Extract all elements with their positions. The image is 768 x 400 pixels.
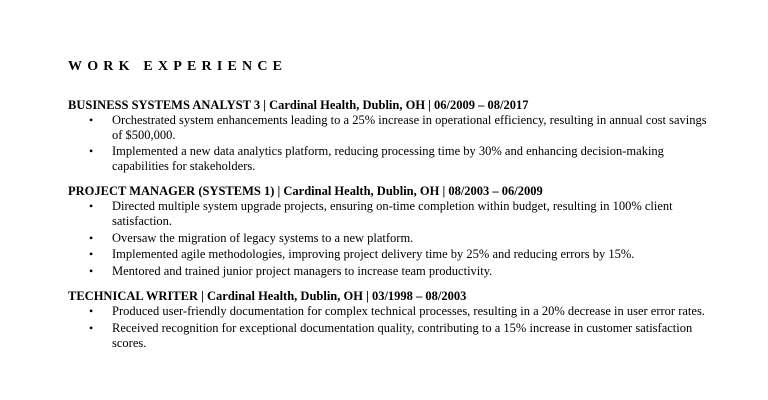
bullet-icon: •: [89, 247, 94, 262]
bullet-text: Directed multiple system upgrade projects, ensuring on-time completion within budget, resulting in 100% client satisfaction.: [112, 199, 673, 228]
job-heading: PROJECT MANAGER (SYSTEMS 1) | Cardinal Health, Dublin, OH | 08/2003 – 06/2009: [68, 184, 543, 199]
bullet-list: [68, 113, 708, 173]
bullet-text: Received recognition for exceptional documentation quality, contributing to a 15% increase in customer satisfaction scores.: [112, 320, 693, 350]
bullet-item: [68, 144, 708, 173]
bullet-item: [68, 113, 708, 142]
job-heading: BUSINESS SYSTEMS ANALYST 3 | Cardinal Health, Dublin, OH | 06/2009 – 08/2017: [68, 98, 529, 112]
bullet-icon: •: [89, 320, 94, 335]
bullet-item: [68, 304, 708, 319]
job-heading: TECHNICAL WRITER | Cardinal Health, Dublin, OH | 03/1998 – 08/2003: [68, 289, 467, 304]
bullet-list: [68, 199, 708, 278]
section-title: WORK EXPERIENCE: [68, 59, 288, 74]
resume-page: [68, 58, 708, 361]
bullet-text: Implemented agile methodologies, improving project delivery time by 25% and reducing errors by 15%.: [112, 247, 635, 262]
job-entry: [68, 289, 708, 350]
bullet-text: Produced user-friendly documentation for complex technical processes, resulting in a 20% decrease in user error rates.: [112, 304, 705, 319]
bullet-item: [68, 247, 708, 262]
bullet-item: [68, 321, 708, 350]
bullet-icon: •: [89, 144, 94, 159]
bullet-text: Oversaw the migration of legacy systems to a new platform.: [112, 230, 414, 245]
bullet-text: Implemented a new data analytics platform, reducing processing time by 30% and enhancing decision-making capabilities for stakeholders.: [112, 144, 664, 173]
job-entry: [68, 184, 708, 278]
bullet-item: [68, 231, 708, 246]
bullet-item: [68, 264, 708, 279]
bullet-icon: •: [89, 113, 94, 127]
bullet-list: [68, 304, 708, 350]
job-entry: [68, 98, 708, 173]
bullet-icon: •: [89, 199, 94, 214]
bullet-icon: •: [89, 304, 94, 319]
bullet-icon: •: [89, 230, 94, 245]
bullet-item: [68, 199, 708, 228]
bullet-text: Mentored and trained junior project managers to increase team productivity.: [112, 263, 493, 278]
bullet-text: Orchestrated system enhancements leading to a 25% increase in operational efficiency, resulting in annual cost savings of $500,000.: [112, 113, 707, 142]
bullet-icon: •: [89, 263, 94, 278]
